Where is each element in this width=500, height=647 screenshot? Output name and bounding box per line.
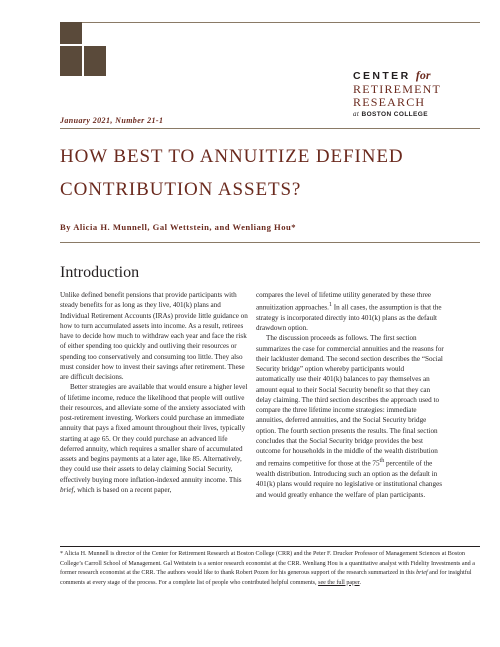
paragraph: Unlike defined benefit pensions that provide participants with steady benefits for as long as they live, 401(k) plans and Individual Retirement Accounts (IRAs) provide little guidance on how to turn accumulated assets into income. As a result, retirees have to decide how much to withdraw each year and face the risk of either spending too quickly and outliving their resources or spending too conservatively and consuming too little. They also must consider how to invest their savings after retirement. These are difficult decisions. [60, 291, 248, 381]
byline-rule [60, 242, 480, 243]
decor-tile [60, 46, 82, 76]
logo-at: at [353, 110, 360, 118]
page-title [60, 140, 480, 206]
header-rule [60, 128, 480, 129]
decor-tile [84, 46, 106, 76]
title-line-1: HOW BEST TO ANNUITIZE DEFINED [60, 146, 404, 167]
footnote-rule [60, 546, 480, 547]
brief-word: brief [60, 485, 74, 494]
section-heading: Introduction [60, 264, 140, 281]
decor-tile [60, 22, 82, 44]
logo-retirement: RETIREMENT [353, 82, 441, 96]
byline: By Alicia H. Munnell, Gal Wettstein, and Wenliang Hou* [60, 222, 297, 232]
full-paper-link[interactable]: see the full paper [318, 579, 360, 586]
footnote-ref: 1 [328, 302, 332, 309]
logo-for: for [415, 68, 431, 82]
logo-center: CENTER [353, 70, 411, 82]
paragraph: The discussion proceeds as follows. The first section summarizes the case for commercial annuities and the reasons for their lackluster demand. The second section describes the “Social Security bridge” option whereby participants would automatically use their 401(k) balances to pay themselves an amount equal to their Social Security benefit so that they can delay claiming. The third section describes the approach used to compare the three lifetime income strategies: immediate annuities, deferred annuities, and the Social Security bridge option. The fourth section presents the results. The final section concludes that the Social Security bridge provides the best outcome for households in the middle of the wealth distribution and remains competitive for those at the 75th percentile of the wealth distribution. Introducing such an option as the default in 401(k) plans would require no legislative or institutional changes and would greatly enhance the welfare of plan participants. [256, 334, 444, 499]
issue-line: January 2021, Number 21-1 [60, 116, 164, 125]
crr-logo [353, 68, 483, 118]
logo-college: BOSTON COLLEGE [361, 111, 428, 118]
left-column [60, 290, 248, 495]
logo-research: RESEARCH [353, 95, 426, 109]
right-column [256, 290, 444, 500]
top-rule [60, 22, 480, 23]
superscript: th [379, 458, 385, 465]
author-footnote: * Alicia H. Munnell is director of the Center for Retirement Research at Boston College (CRR) and the Peter F. Drucker Professor of Management Sciences at Boston College’s Carroll School of Management. Gal Wettstein is a senior research economist at the CRR. Wenliang Hou is a quantitative analyst with Fidelity Investments and a former research economist at the CRR. The authors would like to thank Robert Pozen for his generous support of the research summarized in this brief and for insightful comments at every stage of the process. For a complete list of people who contributed helpful comments, see the full paper. [60, 551, 475, 586]
title-line-2: CONTRIBUTION ASSETS? [60, 179, 302, 200]
paragraph: Better strategies are available that would ensure a higher level of lifetime income, reduce the likelihood that people will outlive their resources, and alleviate some of the anxiety associated with post-retirement investing. Workers could purchase an immediate annuity that pays a fixed amount throughout their lives, typically starting at age 65. Or they could purchase an advanced life deferred annuity, which requires a smaller share of accumulated assets and begins payments at a later age, like 85. Alternatively, they could use their assets to delay claiming Social Security, effectively buying more inflation-indexed annuity income. This brief, which is based on a recent paper, [60, 383, 248, 494]
paragraph: compares the level of lifetime utility generated by these three annuitization approaches.$^1$ In all cases, the assumption is that the strategy is incorporated directly into 401(k) plans as the default drawdown option. [256, 291, 442, 333]
